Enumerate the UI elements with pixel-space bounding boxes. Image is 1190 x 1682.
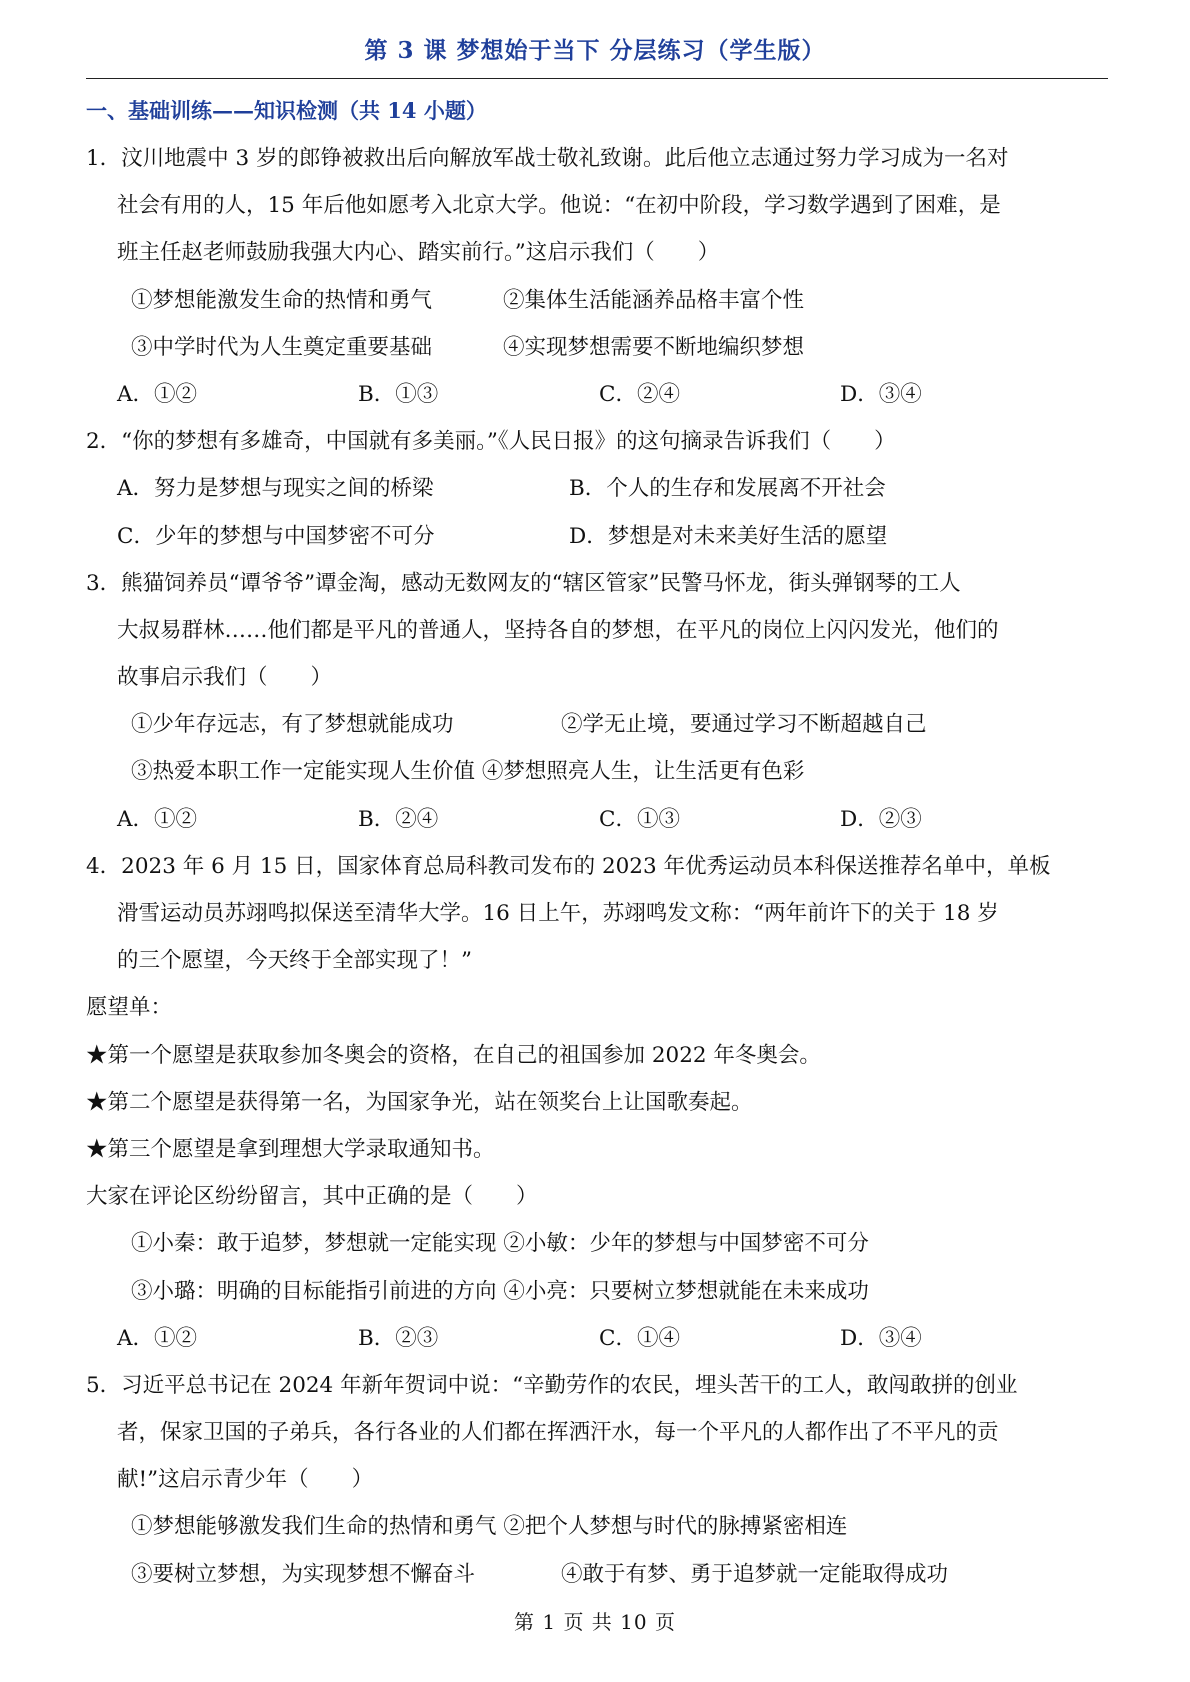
statement: ②集体生活能涵养品格丰富个性 bbox=[503, 287, 805, 313]
statement: ③中学时代为人生奠定重要基础 bbox=[131, 334, 433, 360]
question-stem-line: 2．“你的梦想有多雄奇，中国就有多美丽。”《人民日报》的这句摘录告诉我们（ ） bbox=[86, 429, 896, 455]
answer-options bbox=[86, 796, 1110, 843]
question-stem-line: 3．熊猫饲养员“谭爷爷”谭金淘，感动无数网友的“辖区管家”民警马怀龙，街头弹钢琴的工人 bbox=[86, 570, 961, 596]
answer-option[interactable]: C．①④ bbox=[599, 1325, 680, 1351]
statement: ④实现梦想需要不断地编织梦想 bbox=[503, 334, 805, 360]
statement: ①梦想能够激发我们生命的热情和勇气 bbox=[131, 1514, 497, 1540]
wish-item: ★第一个愿望是获取参加冬奥会的资格，在自己的祖国参加 2022 年冬奥会。 bbox=[86, 1042, 821, 1068]
wish-list-label: 愿望单： bbox=[86, 995, 173, 1021]
statement: ②把个人梦想与时代的脉搏紧密相连 bbox=[503, 1514, 848, 1540]
answer-option[interactable]: A．①② bbox=[117, 1325, 198, 1351]
statement-row bbox=[86, 1220, 1110, 1267]
question-stem-line: 大叔易群林……他们都是平凡的普通人，坚持各自的梦想，在平凡的岗位上闪闪发光，他们的 bbox=[117, 617, 999, 643]
answer-option[interactable]: C．②④ bbox=[599, 381, 680, 407]
question-stem-line: 滑雪运动员苏翊鸣拟保送至清华大学。16 日上午，苏翊鸣发文称：“两年前许下的关于 18 岁 bbox=[117, 901, 999, 926]
statement: ②学无止境，要通过学习不断超越自己 bbox=[561, 712, 927, 738]
question-4 bbox=[86, 843, 1110, 1362]
answer-option[interactable]: D．梦想是对未来美好生活的愿望 bbox=[569, 523, 888, 549]
statement-row bbox=[86, 748, 1110, 795]
question-stem-line: 1．汶川地震中 3 岁的郎铮被救出后向解放军战士敬礼致谢。此后他立志通过努力学习成为一名对 bbox=[86, 146, 1009, 171]
title-divider bbox=[86, 78, 1108, 79]
question-stem-line: 5．习近平总书记在 2024 年新年贺词中说：“辛勤劳作的农民，埋头苦干的工人，敢闯敢拼的创业 bbox=[86, 1372, 1018, 1398]
questions-body bbox=[86, 135, 1110, 1598]
question-stem-line: 故事启示我们（ ） bbox=[117, 665, 333, 691]
statement-row bbox=[86, 277, 1110, 324]
page-title: 第 3 课 梦想始于当下 分层练习（学生版） bbox=[364, 37, 826, 64]
statement: ③热爱本职工作一定能实现人生价值 bbox=[131, 759, 476, 785]
answer-option[interactable]: C．①③ bbox=[599, 806, 680, 832]
statement-row bbox=[86, 1503, 1110, 1550]
wish-item: ★第三个愿望是拿到理想大学录取通知书。 bbox=[86, 1136, 495, 1162]
answer-options bbox=[86, 371, 1110, 418]
question-5 bbox=[86, 1362, 1110, 1598]
answer-option[interactable]: C．少年的梦想与中国梦密不可分 bbox=[117, 523, 435, 549]
question-2 bbox=[86, 418, 1110, 560]
answer-option[interactable]: A．努力是梦想与现实之间的桥梁 bbox=[117, 476, 434, 502]
answer-option[interactable]: B．②③ bbox=[358, 1325, 439, 1351]
answer-option[interactable]: D．③④ bbox=[840, 381, 922, 407]
statement-row bbox=[86, 1551, 1110, 1598]
statement: ①梦想能激发生命的热情和勇气 bbox=[131, 287, 433, 313]
question-stem-line: 班主任赵老师鼓励我强大内心、踏实前行。”这启示我们（ ） bbox=[117, 240, 720, 266]
question-prompt: 大家在评论区纷纷留言，其中正确的是（ ） bbox=[86, 1184, 538, 1210]
answer-options bbox=[86, 465, 1110, 512]
question-1 bbox=[86, 135, 1110, 418]
answer-options bbox=[86, 1315, 1110, 1362]
question-stem-line: 者，保家卫国的子弟兵，各行各业的人们都在挥洒汗水，每一个平凡的人都作出了不平凡的贡 bbox=[117, 1420, 999, 1446]
statement: ④敢于有梦、勇于追梦就一定能取得成功 bbox=[561, 1561, 949, 1587]
question-stem-line: 献!”这启示青少年（ ） bbox=[117, 1467, 374, 1493]
wish-item: ★第二个愿望是获得第一名，为国家争光，站在领奖台上让国歌奏起。 bbox=[86, 1089, 753, 1115]
statement: ①小秦：敢于追梦，梦想就一定能实现 bbox=[131, 1231, 497, 1257]
question-3 bbox=[86, 560, 1110, 843]
statement-row bbox=[86, 701, 1110, 748]
statement: ③小璐：明确的目标能指引前进的方向 bbox=[131, 1278, 497, 1304]
question-stem-line: 的三个愿望，今天终于全部实现了！” bbox=[117, 948, 472, 974]
page-number: 第 1 页 共 10 页 bbox=[514, 1610, 676, 1634]
answer-option[interactable]: A．①② bbox=[117, 381, 198, 407]
answer-option[interactable]: D．③④ bbox=[840, 1325, 922, 1351]
answer-options bbox=[86, 513, 1110, 560]
statement: ②小敏：少年的梦想与中国梦密不可分 bbox=[503, 1231, 869, 1257]
answer-option[interactable]: A．①② bbox=[117, 806, 198, 832]
statement: ④梦想照亮人生，让生活更有色彩 bbox=[481, 759, 805, 785]
statement: ④小亮：只要树立梦想就能在未来成功 bbox=[503, 1278, 869, 1304]
answer-option[interactable]: D．②③ bbox=[840, 806, 922, 832]
question-stem-line: 4．2023 年 6 月 15 日，国家体育总局科教司发布的 2023 年优秀运动员本科保送推荐名单中，单板 bbox=[86, 853, 1051, 879]
statement-row bbox=[86, 1268, 1110, 1315]
section-heading: 一、基础训练——知识检测（共 14 小题） bbox=[86, 98, 487, 123]
statement: ③要树立梦想，为实现梦想不懈奋斗 bbox=[131, 1561, 476, 1587]
answer-option[interactable]: B．个人的生存和发展离不开社会 bbox=[569, 476, 886, 502]
statement-row bbox=[86, 324, 1110, 371]
question-stem-line: 社会有用的人，15 年后他如愿考入北京大学。他说：“在初中阶段，学习数学遇到了困难，是 bbox=[117, 193, 1001, 219]
answer-option[interactable]: B．①③ bbox=[358, 381, 439, 407]
statement: ①少年存远志，有了梦想就能成功 bbox=[131, 712, 454, 738]
answer-option[interactable]: B．②④ bbox=[358, 806, 439, 832]
